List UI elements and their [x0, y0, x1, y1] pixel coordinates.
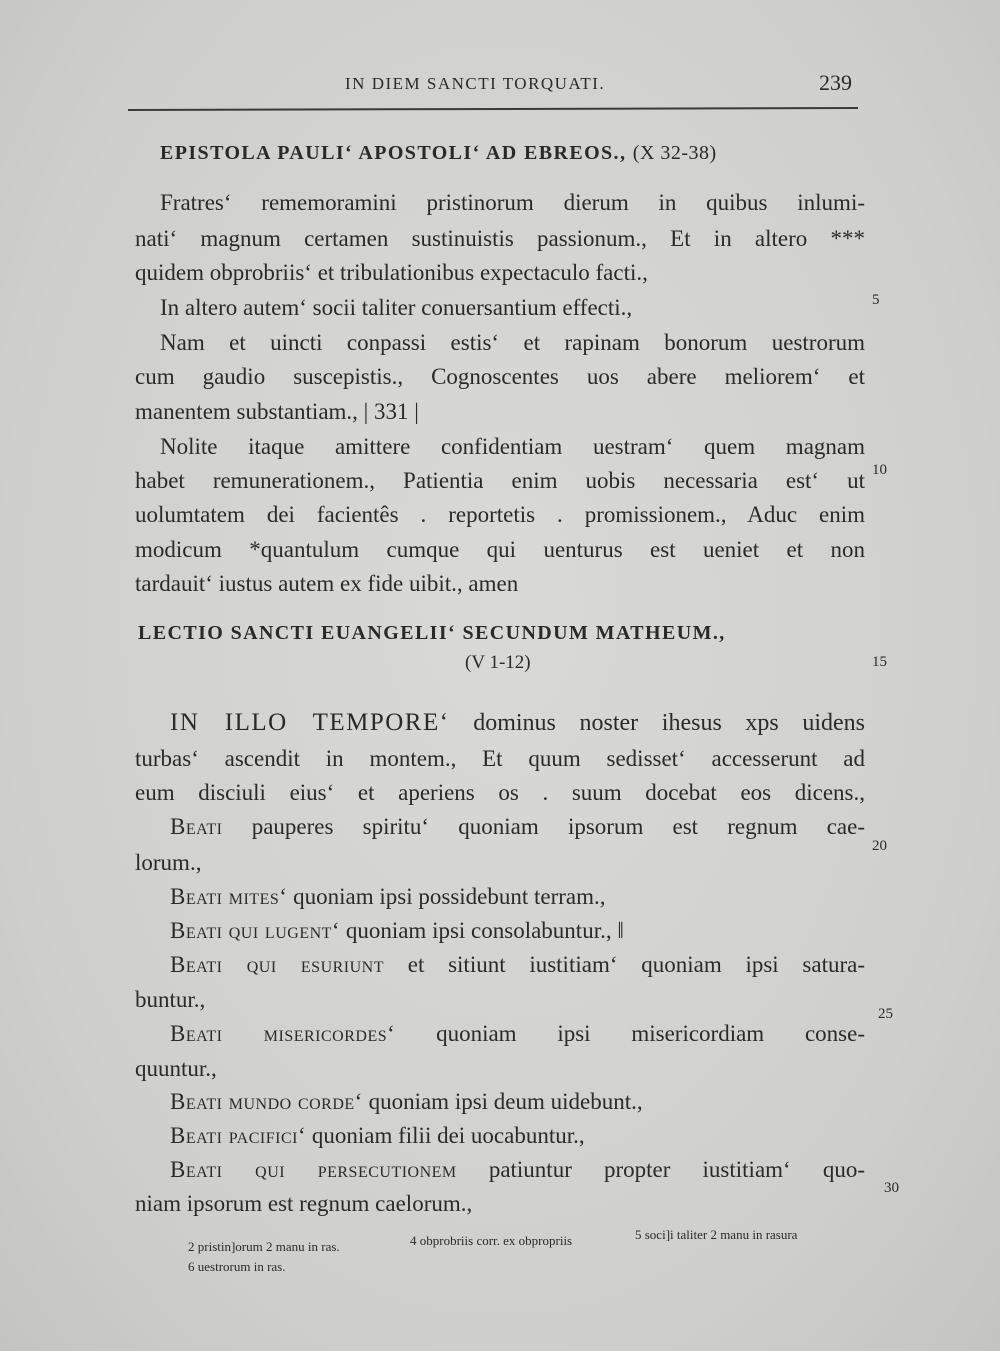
- beati-label: Beati mites‘: [170, 884, 288, 909]
- margin-line-number: 30: [884, 1180, 899, 1196]
- page-number: 239: [819, 70, 852, 95]
- epistle-line: Nolite itaque amittere confidentiam uestram‘ quem magnam: [160, 434, 865, 459]
- gospel-line-text: dominus noster ihesus xps uidens: [473, 710, 866, 736]
- beatitude-line: [170, 1019, 865, 1049]
- gospel-line: lorum.,: [135, 850, 202, 875]
- beatitude-text: quoniam filii dei uocabuntur.,: [311, 1123, 585, 1148]
- footnote: 5 soci]i taliter 2 manu in rasura: [635, 1227, 798, 1242]
- epistle-line: modicum *quantulum cumque qui uenturus est ueniet et non: [135, 537, 865, 562]
- epistle-heading-text: EPISTOLA PAULI‘ APOSTOLI‘ AD EBREOS.,: [160, 142, 627, 164]
- beatitude-text: pauperes spiritu‘ quoniam ipsorum est regnum cae-: [251, 814, 866, 839]
- margin-line-number: 10: [872, 462, 887, 478]
- beatitude-line: [170, 882, 865, 912]
- beatitude-line: [170, 1087, 865, 1117]
- beatitude-text: et sitiunt iustitiam‘ quoniam ipsi satura-: [407, 952, 865, 977]
- epistle-line: uolumtatem dei facientês . reportetis . promissionem., Aduc enim: [135, 502, 865, 527]
- beati-label: Beati pacifici‘: [170, 1123, 307, 1148]
- epistle-line: habet remunerationem., Patientia enim uobis necessaria est‘ ut: [135, 468, 865, 493]
- gospel-heading: LECTIO SANCTI EUANGELII‘ SECUNDUM MATHEUM.,: [138, 622, 726, 644]
- epistle-line: cum gaudio suscepistis., Cognoscentes uos abere meliorem‘ et: [135, 364, 865, 389]
- beati-label: Beati: [170, 814, 223, 839]
- beatitude-text: patiuntur propter iustitiam‘ quo-: [488, 1157, 865, 1182]
- beatitude-line: [170, 812, 865, 842]
- epistle-line: In altero autem‘ socii taliter conuersantium effecti.,: [160, 295, 633, 320]
- epistle-line: tardauit‘ iustus autem ex fide uibit., amen: [135, 571, 519, 596]
- beatitude-line: [170, 950, 865, 980]
- footnote: 6 uestrorum in ras.: [188, 1259, 286, 1274]
- gospel-line: niam ipsorum est regnum caelorum.,: [135, 1191, 473, 1216]
- footnote: 2 pristin]orum 2 manu in ras.: [188, 1239, 340, 1254]
- gospel-line: turbas‘ ascendit in montem., Et quum sedisset‘ accesserunt ad: [135, 746, 865, 771]
- beatitude-text: quoniam ipsi deum uidebunt.,: [368, 1089, 643, 1114]
- beatitude-text: quoniam ipsi possidebunt terram.,: [293, 884, 606, 909]
- beati-label: Beati qui esuriunt: [170, 952, 385, 977]
- epistle-line: Nam et uincti conpassi estis‘ et rapinam bonorum uestrorum: [160, 330, 865, 355]
- beatitude-line: [170, 916, 865, 946]
- margin-line-number: 15: [872, 654, 887, 670]
- beatitude-text: quoniam ipsi consolabuntur., ‖: [345, 918, 624, 943]
- epistle-line: nati‘ magnum certamen sustinuistis passionum., Et in altero ***: [135, 226, 865, 251]
- beatitude-text: quoniam ipsi misericordiam conse-: [436, 1021, 866, 1046]
- header-rule: [128, 107, 858, 111]
- page-header: [130, 70, 860, 100]
- gospel-line: quuntur.,: [135, 1056, 217, 1081]
- epistle-heading: [160, 142, 717, 165]
- gospel-reference: (V 1-12): [465, 652, 531, 673]
- beati-label: Beati qui lugent‘: [170, 918, 341, 943]
- beati-label: Beati qui persecutionem: [170, 1157, 457, 1182]
- beatitude-line: [170, 1121, 865, 1151]
- beatitude-line: [170, 1155, 865, 1185]
- gospel-line: eum disciuli eius‘ et aperiens os . suum docebat eos dicens.,: [135, 780, 865, 805]
- opening-caps: IN ILLO TEMPORE‘: [170, 709, 450, 736]
- margin-line-number: 25: [878, 1006, 893, 1022]
- epistle-line: Fratres‘ rememoramini pristinorum dierum in quibus inlumi-: [160, 190, 865, 215]
- margin-line-number: 5: [872, 292, 880, 308]
- beati-label: Beati misericordes‘: [170, 1021, 396, 1046]
- epistle-line: manentem substantiam., | 331 |: [135, 399, 419, 424]
- gospel-line: [170, 708, 865, 738]
- gospel-line: buntur.,: [135, 987, 206, 1012]
- margin-line-number: 20: [872, 838, 887, 854]
- epistle-reference: (X 32-38): [632, 142, 717, 164]
- running-title: IN DIEM SANCTI TORQUATI.: [345, 74, 606, 93]
- footnote: 4 obprobriis corr. ex obpropriis: [410, 1233, 573, 1248]
- epistle-line: quidem obprobriis‘ et tribulationibus expectaculo facti.,: [135, 260, 648, 285]
- beati-label: Beati mundo corde‘: [170, 1089, 363, 1114]
